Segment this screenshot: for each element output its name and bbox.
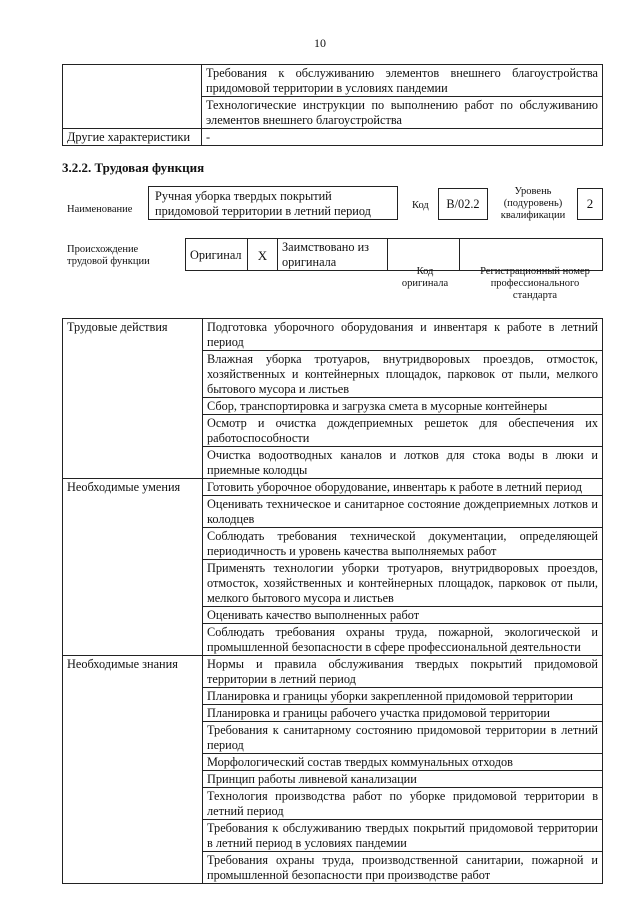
table-cell: Планировка и границы уборки закрепленной придомовой территории (203, 688, 603, 705)
table-cell: Готовить уборочное оборудование, инвентарь к работе в летний период (203, 479, 603, 496)
borrowed-label: Заимствовано из оригинала (278, 239, 388, 271)
table-cell: Оценивать техническое и санитарное состояние дождеприемных лотков и колодцев (203, 496, 603, 528)
row-label (63, 65, 202, 129)
table-cell: Планировка и границы рабочего участка придомовой территории (203, 705, 603, 722)
table-cell: Соблюдать требования технической документации, определяющей периодичность и уровень качества выполняемых работ (203, 528, 603, 560)
table-cell: Оценивать качество выполненных работ (203, 607, 603, 624)
name-label: Наименование (67, 204, 133, 215)
table-cell: Принцип работы ливневой канализации (203, 771, 603, 788)
section-title: 3.2.2. Трудовая функция (62, 160, 205, 175)
table-cell: - (202, 129, 603, 146)
table-cell: Осмотр и очистка дождеприемных решеток для обеспечения их работоспособности (203, 415, 603, 447)
table-cell: Очистка водоотводных каналов и лотков для стока воды в люки и приемные колодцы (203, 447, 603, 479)
table-row (63, 65, 603, 97)
table-cell: Сбор, транспортировка и загрузка смета в мусорные контейнеры (203, 398, 603, 415)
table-cell: Соблюдать требования охраны труда, пожарной, экологической и промышленной безопасности в сфере профессиональной деятельности (203, 624, 603, 656)
page-number: 10 (314, 36, 326, 50)
table-cell: Требования к обслуживанию твердых покрытий придомовой территории в летний период в условиях пандемии (203, 820, 603, 852)
origin-label: Происхождение трудовой функции (67, 244, 150, 267)
table-cell: Применять технологии уборки тротуаров, внутридворовых проездов, отмосток, хозяйственных и контейнерных площадок, парковок от пыли, мелкого бытового мусора и листьев (203, 560, 603, 607)
original-mark: X (248, 239, 278, 271)
original-label: Оригинал (186, 239, 248, 271)
table-cell: Нормы и правила обслуживания твердых покрытий придомовой территории в летний период (203, 656, 603, 688)
level-value: 2 (577, 188, 603, 220)
table-cell: Требования к санитарному состоянию придомовой территории в летний период (203, 722, 603, 754)
table-row (63, 129, 603, 146)
level-label: Уровень (подуровень) квалификации (500, 186, 566, 221)
row-label: Необходимые умения (63, 479, 203, 656)
code-orig-label: Код оригинала (401, 266, 449, 289)
table-cell: Морфологический состав твердых коммунальных отходов (203, 754, 603, 771)
code-label: Код (412, 200, 429, 211)
row-label: Другие характеристики (63, 129, 202, 146)
continuation-table (62, 64, 603, 146)
table-cell: Технологические инструкции по выполнению работ по обслуживанию элементов внешнего благоустройства (202, 97, 603, 129)
function-code: B/02.2 (438, 188, 488, 220)
table-cell: Влажная уборка тротуаров, внутридворовых проездов, отмосток, хозяйственных и контейнерных площадок, парковок от пыли, мелкого бытового мусора и листьев (203, 351, 603, 398)
row-label: Трудовые действия (63, 319, 203, 479)
function-details-table (62, 318, 603, 884)
table-cell: Требования к обслуживанию элементов внешнего благоустройства придомовой территории в условиях пандемии (202, 65, 603, 97)
table-row (63, 656, 603, 688)
row-label: Необходимые знания (63, 656, 203, 884)
table-row (63, 319, 603, 351)
table-cell: Технология производства работ по уборке придомовой территории в летний период (203, 788, 603, 820)
table-cell: Требования охраны труда, производственной санитарии, пожарной и промышленной безопасности при производстве работ (203, 852, 603, 884)
reg-num-label: Регистрационный номер профессионального стандарта (480, 266, 590, 301)
function-name: Ручная уборка твердых покрытий придомовой территории в летний период (148, 186, 398, 220)
table-cell: Подготовка уборочного оборудования и инвентаря к работе в летний период (203, 319, 603, 351)
table-row (63, 479, 603, 496)
